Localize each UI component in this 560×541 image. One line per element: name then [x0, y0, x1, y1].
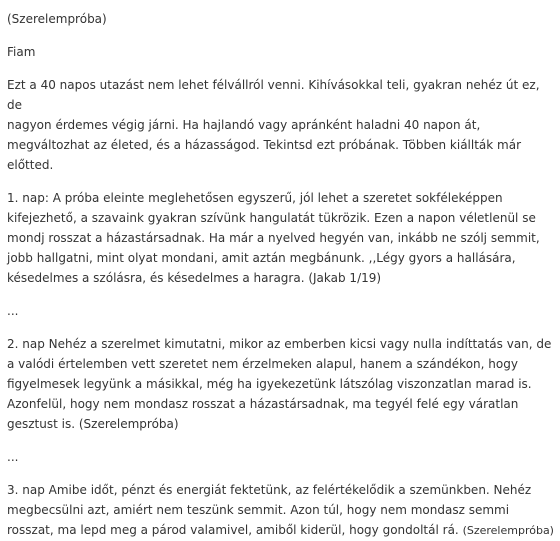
document-body [7, 0, 557, 541]
ellipsis-1: ... [7, 304, 19, 318]
ellipsis-2: ... [7, 450, 19, 464]
intro-paragraph: Ezt a 40 napos utazást nem lehet félvállról venni. Kihívásokkal teli, gyakran nehéz út ez, de nagyon érdemes végig járni. Ha hajlandó vagy apránként haladni 40 napon át, megváltozhat az életed, és a házasságod. Tekintsd ezt próbának. Többen kiállták már előtted. [7, 78, 540, 172]
salutation: Fiam [7, 45, 36, 59]
document-header: (Szerelempróba) [7, 12, 107, 26]
day-3-text: 3. nap Amibe időt, pénzt és energiát fektetünk, az felértékelődik a szemünkben. Nehéz megbecsülni azt, amiért nem teszünk semmit. Azon túl, hogy nem mondasz semmi rosszat, ma lepd meg a párod valamivel, amiből kiderül, hogy gondoltál rá. [7, 483, 532, 537]
day-1-paragraph: 1. nap: A próba eleinte meglehetősen egyszerű, jól lehet a szeretet sokféleképpen kifejezhető, a szavaink gyakran szívünk hangulatát tükrözik. Ezen a napon véletlenül se mondj rosszat a házastársadnak. Ha már a nyelved hegyén van, inkább ne szólj semmit, jobb hallgatni, mint olyat mondani, amit aztán megbánunk. ,,Légy gyors a hallására, késedelmes a szólásra, és késedelmes a haragra. (Jakab 1/19) [7, 191, 540, 285]
day-2-paragraph: 2. nap Nehéz a szerelmet kimutatni, mikor az emberben kicsi vagy nulla indíttatás van, de a valódi értelemben vett szeretet nem érzelmeken alapul, hanem a szándékon, hogy figyelmesek legyünk a másikkal, még ha igyekezetünk látszólag viszonzatlan marad is. Azonfelül, hogy nem mondasz rosszat a házastársadnak, ma tegyél felé egy váratlan gesztust is. (Szerelempróba) [7, 337, 552, 431]
day-3-paragraph [7, 480, 557, 541]
day-3-signature: (Szerelempróba) [462, 524, 554, 537]
